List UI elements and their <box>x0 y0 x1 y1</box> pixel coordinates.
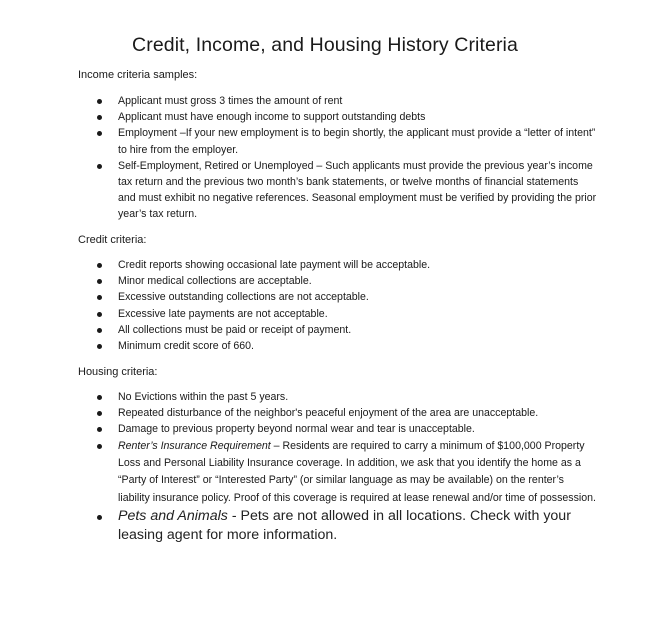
bullet-icon <box>97 427 102 432</box>
list-item-text: No Evictions within the past 5 years. <box>118 391 289 403</box>
list-item-text: Employment –If your new employment is to begin shortly, the applicant must provide a “letter of intent” to hire from the employer. <box>118 127 596 156</box>
income-criteria-list <box>0 93 598 223</box>
list-item-text: Damage to previous property beyond normal wear and tear is unacceptable. <box>118 423 475 436</box>
list-item-text: Self-Employment, Retired or Unemployed – Such applicants must provide the previous year’s income tax return and the previous two month’s bank statements, or twelve months of financial statements and must exhibit no negative references. Seasonal employment must be verified by providing the prior year’s tax return. <box>118 159 597 221</box>
list-item <box>0 306 598 322</box>
bullet-icon <box>97 279 102 284</box>
list-item <box>0 273 598 289</box>
list-item <box>0 125 598 157</box>
bullet-icon <box>97 99 102 104</box>
list-item <box>0 405 598 421</box>
list-item-text: All collections must be paid or receipt of payment. <box>118 323 352 336</box>
bullet-icon <box>97 263 102 268</box>
list-item <box>0 158 598 223</box>
list-item-text: Minor medical collections are acceptable. <box>118 275 312 288</box>
credit-criteria-list <box>0 257 598 354</box>
insurance-label: Renter’s Insurance Requirement <box>118 439 271 452</box>
list-item <box>0 109 598 125</box>
list-item <box>0 421 598 437</box>
bullet-icon <box>97 444 102 449</box>
list-item-text: Excessive outstanding collections are not acceptable. <box>118 291 369 304</box>
page-title: Credit, Income, and Housing History Criteria <box>132 34 518 56</box>
bullet-icon <box>97 131 102 136</box>
insurance-text: – Residents are required to carry a minimum of $100,000 Property Loss and Personal Liability Insurance coverage. In addition, we ask that you identify the home as a “Party of Interest” or “Interested Party” (or similar language as may be available) on the renter’s liability insurance policy. Proof of this coverage is required at lease renewal and/or time of possession. <box>118 439 596 504</box>
list-item-text: Credit reports showing occasional late payment will be acceptable. <box>118 259 431 271</box>
housing-criteria-list <box>0 389 598 545</box>
income-section-heading: Income criteria samples: <box>78 69 198 81</box>
bullet-icon <box>97 164 102 169</box>
list-item <box>0 289 598 305</box>
list-item <box>0 389 598 405</box>
pets-text: - Pets are not allowed in all locations. Check with your leasing agent for more information. <box>118 507 571 543</box>
list-item-insurance <box>0 438 598 507</box>
list-item-text: Repeated disturbance of the neighbor's peaceful enjoyment of the area are unacceptable. <box>118 407 539 420</box>
list-item-pets <box>0 507 598 545</box>
bullet-icon <box>97 395 102 400</box>
bullet-icon <box>97 411 102 416</box>
bullet-icon <box>97 295 102 300</box>
list-item <box>0 93 598 109</box>
list-item <box>0 338 598 354</box>
credit-section-heading: Credit criteria: <box>78 234 147 246</box>
bullet-icon <box>97 344 102 349</box>
list-item-text: Minimum credit score of 660. <box>118 340 255 353</box>
list-item-text: Applicant must have enough income to support outstanding debts <box>118 111 426 124</box>
list-item-text: Excessive late payments are not acceptable. <box>118 307 328 320</box>
list-item <box>0 322 598 338</box>
bullet-icon <box>97 115 102 120</box>
pets-label: Pets and Animals <box>118 507 228 524</box>
list-item <box>0 257 598 273</box>
housing-section-heading: Housing criteria: <box>78 366 158 378</box>
bullet-icon <box>97 312 102 317</box>
bullet-icon <box>97 328 102 333</box>
bullet-icon <box>97 515 102 520</box>
list-item-text: Applicant must gross 3 times the amount of rent <box>118 95 343 107</box>
